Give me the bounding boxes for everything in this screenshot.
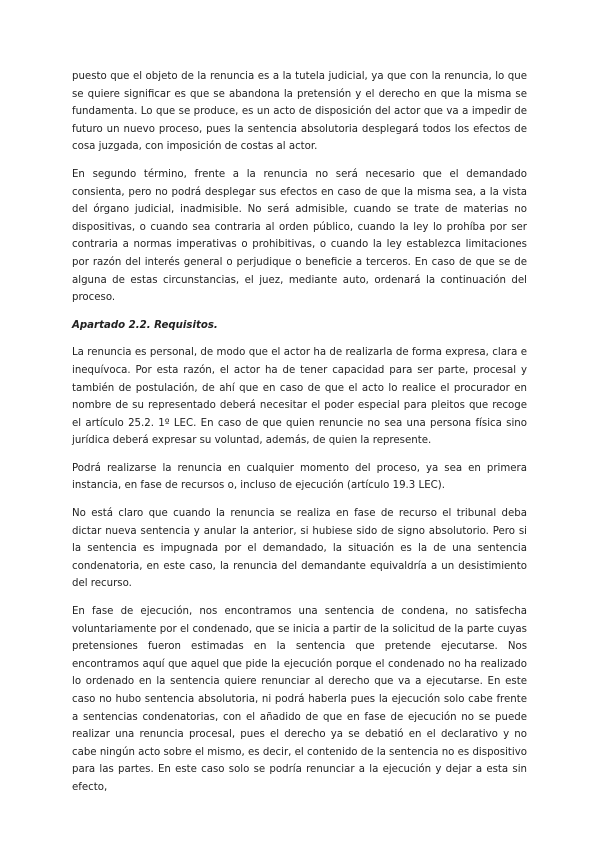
paragraph-3: La renuncia es personal, de modo que el actor ha de realizarla de forma expresa, clara e inequívoca. Por esta razón, el actor ha de tener capacidad para ser parte, procesal y también de postulación, de ahí que en caso de que el acto lo realice el procurador en nombre de su representado deberá necesitar el poder especial para pleitos que recoge el artículo 25.2. 1º LEC. En caso de que quien renuncie no sea una persona física sino jurídica deberá expresar su voluntad, además, de quien la represente. [72,347,527,447]
document-page [72,68,527,807]
paragraph-1: puesto que el objeto de la renuncia es a la tutela judicial, ya que con la renuncia, lo que se quiere significar es que se abandona la pretensión y el derecho en que la misma se fundamenta. Lo que se produce, es un acto de disposición del actor que va a impedir de futuro un nuevo proceso, pues la sentencia absolutoria desplegará todos los efectos de cosa juzgada, con imposición de costas al actor. [72,71,527,153]
section-heading: Apartado 2.2. Requisitos. [72,319,218,331]
paragraph-4: Podrá realizarse la renuncia en cualquier momento del proceso, ya sea en primera instancia, en fase de recursos o, incluso de ejecución (artículo 19.3 LEC). [72,462,527,492]
paragraph-5: No está claro que cuando la renuncia se realiza en fase de recurso el tribunal deba dictar nueva sentencia y anular la anterior, si hubiese sido de signo absolutorio. Pero si la sentencia es impugnada por el demandado, la situación es la de una sentencia condenatoria, en este caso, la renuncia del demandante equivaldría a un desistimiento del recurso. [72,508,527,590]
paragraph-2: En segundo término, frente a la renuncia no será necesario que el demandado consienta, pero no podrá desplegar sus efectos en caso de que la misma sea, a la vista del órgano judicial, inadmisible. No será admisible, cuando se trate de materias no dispositivas, o cuando sea contraria al orden público, cuando la ley lo prohíba por ser contraria a normas imperativas o prohibitivas, o cuando la ley establezca limitaciones por razón del interés general o perjudique o beneficie a terceros. En caso de que se de alguna de estas circunstancias, el juez, mediante auto, ordenará la continuación del proceso. [72,168,527,304]
paragraph-6: En fase de ejecución, nos encontramos una sentencia de condena, no satisfecha voluntariamente por el condenado, que se inicia a partir de la solicitud de la parte cuyas pretensiones fueron estimadas en la sentencia que pretende ejecutarse. Nos encontramos aquí que aquel que pide la ejecución porque el condenado no ha realizado lo ordenado en la sentencia quiere renunciar al derecho que va a ejecutarse. En este caso no hubo sentencia absolutoria, ni podrá haberla pues la ejecución solo cabe frente a sentencias condenatorias, con el añadido de que en fase de ejecución no se puede realizar una renuncia procesal, pues el derecho ya se debatió en el declarativo y no cabe ningún acto sobre el mismo, es decir, el contenido de la sentencia no es dispositivo para las partes. En este caso solo se podría renunciar a la ejecución y dejar a esta sin efecto, [72,606,527,793]
